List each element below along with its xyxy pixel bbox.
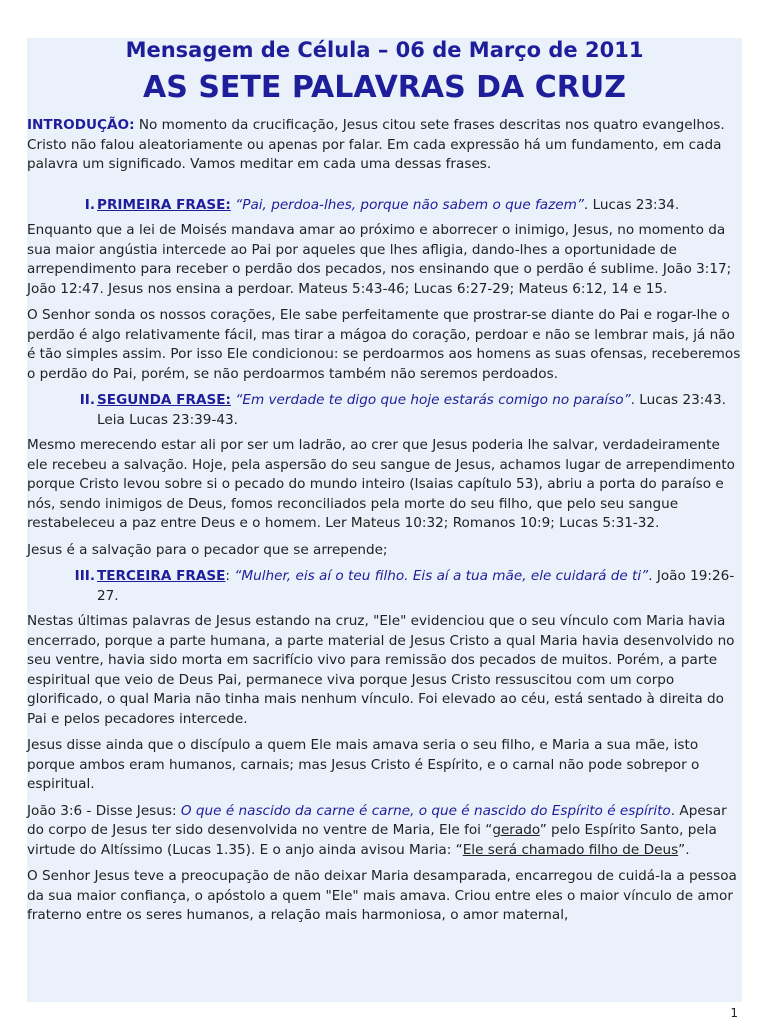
section-ref-2: . Lucas 23:43. Leia Lucas 23:39-43. [97, 392, 726, 428]
p3-text-c: ” pelo Espírito Santo, pela virtude do Altíssimo (Lucas 1.35). E o anjo ainda avisou Maria: “ [27, 822, 717, 858]
section-ref-3: . João 19:26-27. [97, 568, 735, 604]
p3-underlined-quote: Ele será chamado filho de Deus [462, 841, 679, 858]
section-quote-2: “Em verdade te digo que hoje estarás comigo no paraíso” [235, 392, 631, 408]
section-number-1: I. [84, 196, 95, 213]
section3-paragraph-3 [27, 802, 742, 861]
intro-text: No momento da crucificação, Jesus citou sete frases descritas nos quatro evangelhos. Cristo não falou aleatoriamente ou apenas por falar. Em cada expressão há um fundamento, em cada palavra um significado. Vamos meditar em cada uma dessas frases. [27, 117, 725, 172]
section-title-2: SEGUNDA FRASE: [97, 392, 231, 408]
document-title: Mensagem de Célula – 06 de Março de 2011 [125, 38, 644, 62]
section2-paragraph-1: Mesmo merecendo estar ali por ser um ladrão, ao crer que Jesus poderia lhe salvar, verdadeiramente ele recebeu a salvação. Hoje, pela aspersão do seu sangue de Jesus, achamos lugar de arrependimento porque Cristo levou sobre si o pecado do mundo inteiro (Isaias capítulo 53), abriu a porta do paraíso e nós, sendo inimigos de Deus, fomos reconciliados pela morte do seu filho, que pelo seu sangue restabeleceu a paz entre Deus e o homem. Ler Mateus 10:32; Romanos 10:9; Lucas 5:31-32. [27, 437, 735, 531]
section1-paragraph-1: Enquanto que a lei de Moisés mandava amar ao próximo e aborrecer o inimigo, Jesus, no momento da sua maior angústia intercede ao Pai por aqueles que lhes afligia, dando-lhes a oportunidade de arrependimento para receber o perdão dos pecados, nos ensinando que o perdão é sublime. João 3:17; João 12:47. Jesus nos ensina a perdoar. Mateus 5:43-46; Lucas 6:27-29; Mateus 6:12, 14 e 15. [27, 222, 732, 297]
section3-paragraph-4: O Senhor Jesus teve a preocupação de não deixar Maria desamparada, encarregou de cuidá-la a pessoa da sua maior confiança, o apóstolo a quem "Ele" mais amava. Criou entre eles o maior vínculo de amor fraterno entre os seres humanos, a relação mais harmoniosa, o amor maternal, [27, 868, 737, 923]
p3-text-a: João 3:6 - Disse Jesus: [27, 802, 181, 819]
section-number-3: III. [74, 568, 95, 584]
section-title-1: PRIMEIRA FRASE: [97, 196, 231, 213]
section-heading-2 [27, 391, 742, 430]
section-colon-3: : [225, 568, 235, 584]
intro-paragraph [27, 116, 742, 175]
section-ref-1: . Lucas 23:34. [583, 196, 680, 213]
section3-paragraph-2: Jesus disse ainda que o discípulo a quem Ele mais amava seria o seu filho, e Maria a sua mãe, isto porque ambos eram humanos, carnais; mas Jesus Cristo é Espírito, e o carnal não pode sobrepor o espiritual. [27, 737, 700, 792]
section3-paragraph-1: Nestas últimas palavras de Jesus estando na cruz, "Ele" evidenciou que o seu vínculo com Maria havia encerrado, porque a parte humana, a parte material de Jesus Cristo a qual Maria havia desenvolvido no seu ventre, havia sido morta em sacrifício vivo para remissão dos pecados de muitos. Porém, a parte espiritual que veio de Deus Pai, permanece viva porque Jesus Cristo ressuscitou com um corpo glorificado, o qual Maria não tinha mais nenhum vínculo. Foi elevado ao céu, está sentado à direita do Pai e pelos pecadores intercede. [27, 613, 735, 727]
document-body [27, 36, 742, 933]
intro-label: INTRODUÇÃO: [27, 117, 135, 133]
p3-text-d: ”. [678, 841, 690, 858]
section-quote-1: “Pai, perdoa-lhes, porque não sabem o que fazem” [235, 196, 584, 213]
section1-paragraph-2: O Senhor sonda os nossos corações, Ele sabe perfeitamente que prostrar-se diante do Pai e rogar-lhe o perdão é algo relativamente fácil, mas tirar a mágoa do coração, perdoar e não se lembrar mais, já não é tão simples assim. Por isso Ele condicionou: se perdoarmos aos homens as suas ofensas, receberemos o perdão do Pai, porém, se não perdoarmos também não seremos perdoados. [27, 307, 741, 382]
p3-underlined-gerado: gerado [492, 822, 540, 838]
p3-text-b: . Apesar do corpo de Jesus ter sido desenvolvida no ventre de Maria, Ele foi “ [27, 802, 727, 838]
section2-paragraph-2: Jesus é a salvação para o pecador que se arrepende; [27, 541, 388, 558]
section-quote-3: “Mulher, eis aí o teu filho. Eis aí a tua mãe, ele cuidará de ti” [234, 568, 649, 584]
section-number-2: II. [79, 392, 95, 408]
p3-italic-quote: O que é nascido da carne é carne, o que é nascido do Espírito é espírito [180, 802, 671, 819]
page-number: 1 [730, 1006, 738, 1020]
document-subtitle: AS SETE PALAVRAS DA CRUZ [143, 70, 626, 105]
section-heading-1 [27, 196, 742, 216]
section-title-3: TERCEIRA FRASE [97, 568, 226, 584]
section-heading-3 [27, 567, 742, 606]
